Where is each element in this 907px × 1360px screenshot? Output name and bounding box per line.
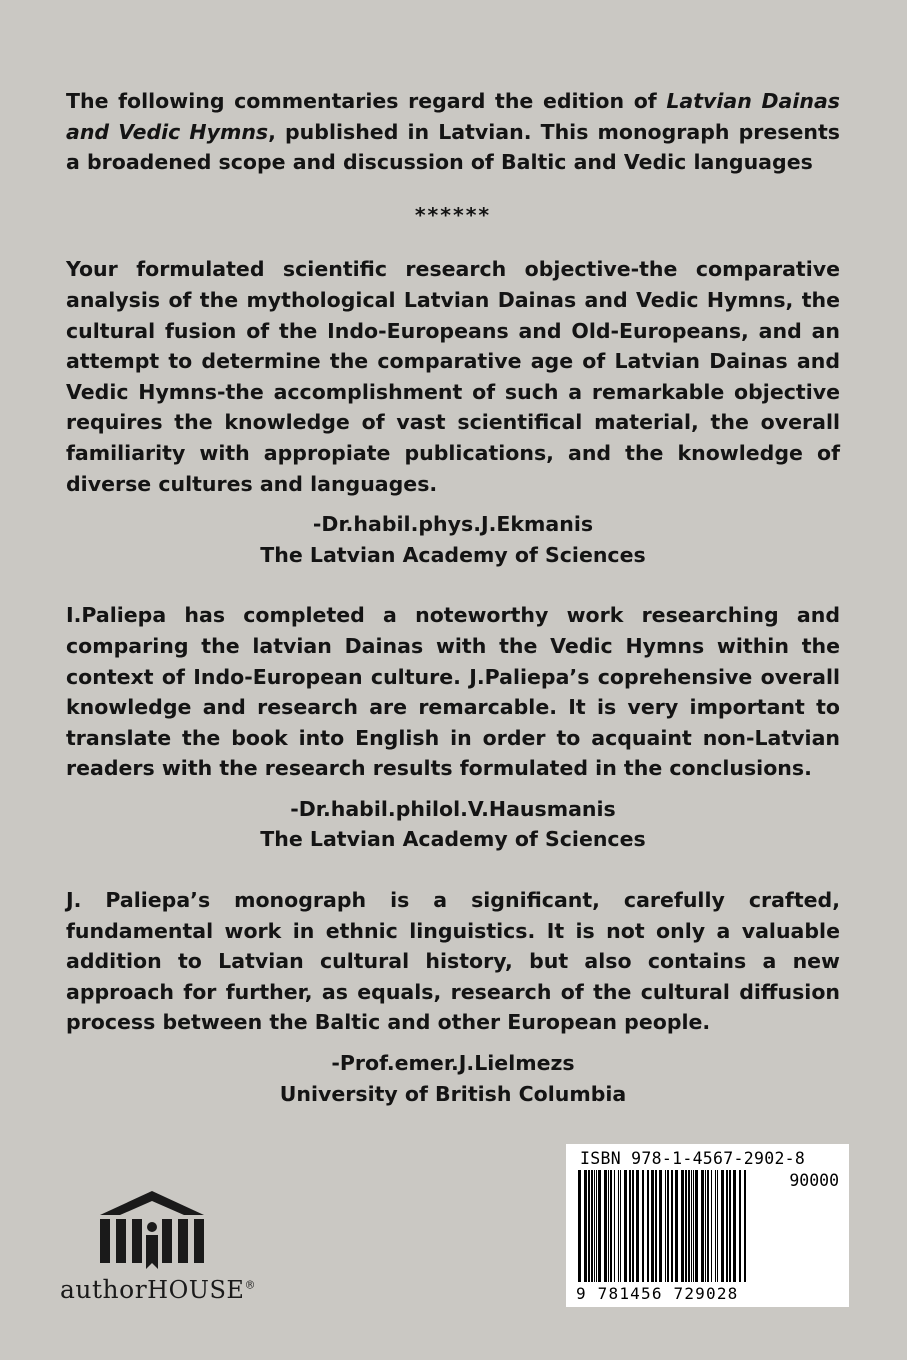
barcode-bar (588, 1170, 590, 1282)
intro-paragraph (66, 86, 840, 178)
barcode-bar (705, 1170, 706, 1282)
barcode-bar (717, 1170, 718, 1282)
publisher-logo (60, 1185, 260, 1315)
barcode-bar (675, 1170, 678, 1282)
barcode-bar (729, 1170, 731, 1282)
barcode-bar (610, 1170, 612, 1282)
book-title: Latvian Dainas and Vedic Hymns (66, 89, 840, 144)
review-2-attribution (66, 794, 840, 855)
barcode-bar (711, 1170, 712, 1282)
barcode-bar (651, 1170, 654, 1282)
barcode-bar (594, 1170, 595, 1282)
ean-digits: 9 781456 729028 (576, 1284, 739, 1303)
review-3-affiliation: University of British Columbia (279, 1081, 627, 1106)
barcode-bar (604, 1170, 607, 1282)
barcode-bar (624, 1170, 627, 1282)
intro-before: The following commentaries regard the edition of (66, 89, 667, 113)
barcode-bar (715, 1170, 716, 1282)
barcode-bar (671, 1170, 673, 1282)
review-1-text: Your formulated scientific research objective-the comparative analysis of the mythological Latvian Dainas and Vedic Hymns, the cultural fusion of the Indo-Europeans and Old-Europeans, and an attempt to determine the comparative age of Latvian Dainas and Vedic Hymns-the accomplishment of such a remarkable objective requires the knowledge of vast scientifical material, the overall familiarity with appropiate publications, and the knowledge of diverse cultures and languages. (66, 257, 840, 496)
intro-after: , published in Latvian. This monograph presents a broadened scope and discussion of Baltic and Vedic languages (66, 119, 840, 175)
barcode-bar (632, 1170, 634, 1282)
barcode-bar (655, 1170, 657, 1282)
barcode-bar (707, 1170, 709, 1282)
barcode-bar (598, 1170, 601, 1282)
barcode-bar (659, 1170, 662, 1282)
barcode-bars (578, 1170, 753, 1295)
barcode-bar (665, 1170, 666, 1282)
review-3-author: -Prof.emer.J.Lielmezs (331, 1051, 575, 1076)
review-2-text: I.Paliepa has completed a noteworthy work researching and comparing the latvian Dainas with the Vedic Hymns within the context of Indo-European culture. J.Paliepa’s coprehensive overall knowledge and research are remarcable. It is very important to translate the book into English in order to acquaint non-Latvian readers with the research results formulated in the conclusions. (66, 603, 840, 781)
barcode-bar (733, 1170, 736, 1282)
review-3-text: J. Paliepa’s monograph is a significant, carefully crafted, fundamental work in ethnic linguistics. It is not only a valuable addition to Latvian cultural history, but also contains a new approach for further, as equals, research of the cultural diffusion process between the Baltic and other European people. (66, 888, 840, 1035)
back-cover-text (66, 86, 840, 1109)
publisher-wordmark: authorHOUSE® (60, 1275, 256, 1304)
barcode-bar (744, 1170, 746, 1282)
review-2-author: -Dr.habil.philol.V.Hausmanis (290, 796, 616, 821)
isbn-text: ISBN 978-1-4567-2902-8 (580, 1149, 806, 1168)
barcode-bar (721, 1170, 724, 1282)
barcode-bar (596, 1170, 597, 1282)
separator: ****** (414, 202, 492, 227)
barcode-bar (578, 1170, 581, 1282)
barcode-bar (693, 1170, 694, 1282)
isbn-barcode (566, 1144, 849, 1307)
barcode-bar (584, 1170, 587, 1282)
barcode-bar (647, 1170, 649, 1282)
barcode-bar (701, 1170, 704, 1282)
review-1-author: -Dr.habil.phys.J.Ekmanis (312, 512, 594, 537)
review-2-affiliation: The Latvian Academy of Sciences (260, 827, 646, 852)
barcode-bar (591, 1170, 593, 1282)
barcode-bar (726, 1170, 728, 1282)
barcode-bar (614, 1170, 615, 1282)
review-1-attribution (66, 509, 840, 570)
barcode-bar (681, 1170, 684, 1282)
barcode-bar (695, 1170, 698, 1282)
price-code: 90000 (789, 1171, 839, 1190)
review-1-affiliation: The Latvian Academy of Sciences (260, 542, 646, 567)
barcode-bar (688, 1170, 690, 1282)
barcode-bar (691, 1170, 692, 1282)
barcode-bar (618, 1170, 619, 1282)
barcode-bar (667, 1170, 669, 1282)
barcode-bar (629, 1170, 631, 1282)
barcode-bar (739, 1170, 741, 1282)
barcode-bar (685, 1170, 687, 1282)
barcode-bar (608, 1170, 609, 1282)
barcode-bar (620, 1170, 621, 1282)
barcode-bar (636, 1170, 639, 1282)
barcode-bar (642, 1170, 644, 1282)
review-3-attribution (66, 1048, 840, 1109)
authorhouse-house-icon (92, 1185, 212, 1275)
